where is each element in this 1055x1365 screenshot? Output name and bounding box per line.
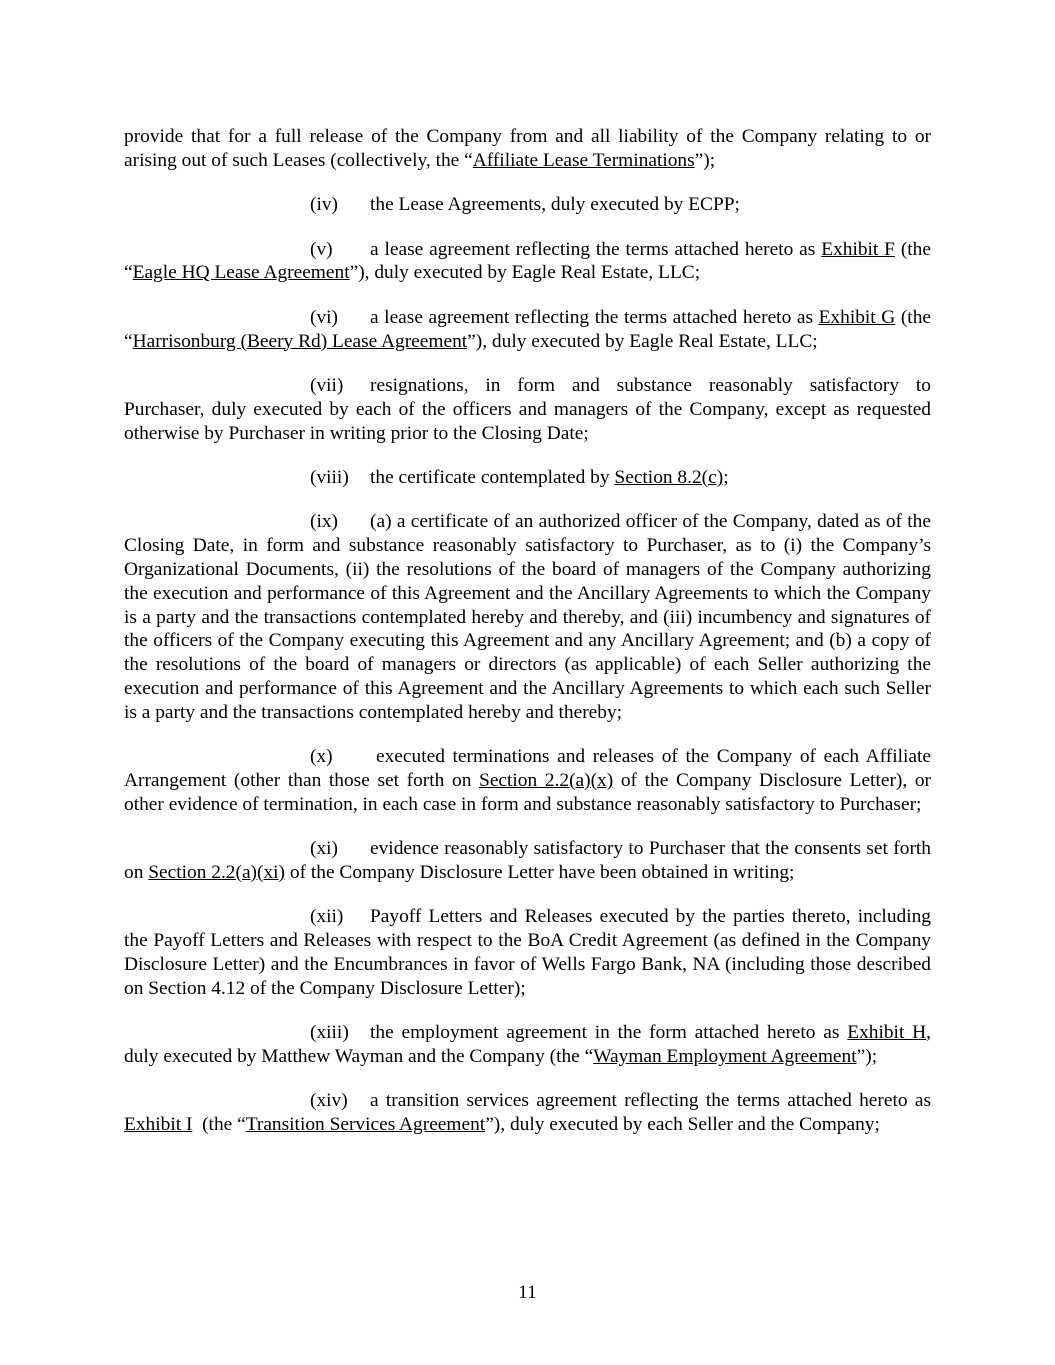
item-text: of the Company Disclosure Letter), or other evidence of termination, in each case in form and substance reasonably satisfactory to Purchaser; xyxy=(124,769,931,815)
paragraph-item-xii xyxy=(124,905,931,1000)
item-text: ”), duly executed by Eagle Real Estate, LLC; xyxy=(349,262,701,284)
exhibit-h-reference: Exhibit H xyxy=(847,1022,927,1044)
item-text: resignations, in form and substance reasonably satisfactory to Purchaser, duly executed by each of the officers and managers of the Company, except as requested otherwise by Purchaser in writing prior to the Closing Date; xyxy=(124,374,931,444)
item-text: executed terminations and releases of the Company of each Affiliate Arrangement (other than those set forth on xyxy=(124,746,931,791)
section-2-2-a-xi-reference: Section 2.2(a)(xi) xyxy=(148,861,286,883)
paragraph-item-x xyxy=(124,745,931,816)
paragraph-item-vii xyxy=(124,374,931,445)
item-number: (iv) xyxy=(310,194,338,216)
item-number: (viii) xyxy=(310,466,349,488)
paragraph-item-xiii xyxy=(124,1021,931,1069)
page-number: 11 xyxy=(518,1282,537,1303)
paragraph-item-iv xyxy=(124,193,931,217)
item-text: the Lease Agreements, duly executed by ECPP; xyxy=(370,194,740,216)
item-number: (xi) xyxy=(310,838,338,860)
item-number: (vii) xyxy=(310,374,344,396)
item-number: (vi) xyxy=(310,306,338,328)
item-text: Payoff Letters and Releases executed by the parties thereto, including the Payoff Letters and Releases with respect to the BoA Credit Agreement (as defined in the Company Disclosure Letter) and the Encumbrances in favor of Wells Fargo Bank, NA (including those described on Section 4.12 of the Company Disclosure Letter); xyxy=(124,906,931,999)
item-text: ”); xyxy=(856,1045,878,1067)
paragraph-item-xi xyxy=(124,837,931,885)
item-number: (xiii) xyxy=(310,1022,349,1044)
intro-text-end: ”); xyxy=(694,149,716,171)
item-text: ”), duly executed by Eagle Real Estate, LLC; xyxy=(467,330,818,352)
item-text: (the “ xyxy=(192,1114,246,1136)
section-2-2-a-x-reference: Section 2.2(a)(x) xyxy=(479,769,614,791)
item-number: (v) xyxy=(310,238,333,260)
defined-term-wayman-employment-agreement: Wayman Employment Agreement xyxy=(593,1045,857,1067)
item-text: a lease agreement reflecting the terms attached hereto as xyxy=(370,306,819,328)
defined-term-eagle-hq-lease-agreement: Eagle HQ Lease Agreement xyxy=(132,262,350,284)
defined-term-affiliate-lease-terminations: Affiliate Lease Terminations xyxy=(472,149,695,171)
item-text: (the “ xyxy=(124,238,931,284)
item-text: the employment agreement in the form attached hereto as xyxy=(370,1022,848,1044)
item-text: ”), duly executed by each Seller and the Company; xyxy=(485,1114,880,1136)
item-text: the certificate contemplated by xyxy=(370,466,615,488)
item-text: of the Company Disclosure Letter have been obtained in writing; xyxy=(285,861,795,883)
item-number: (ix) xyxy=(310,511,338,533)
item-text: (the “ xyxy=(124,306,931,352)
paragraph-intro xyxy=(124,125,931,173)
item-number: (x) xyxy=(310,746,333,768)
item-text: ; xyxy=(723,466,729,488)
item-text: evidence reasonably satisfactory to Purchaser that the consents set forth on xyxy=(124,838,931,883)
item-number: (xii) xyxy=(310,906,344,928)
item-number: (xiv) xyxy=(310,1090,348,1112)
defined-term-transition-services-agreement: Transition Services Agreement xyxy=(245,1114,486,1136)
paragraph-item-ix xyxy=(124,510,931,724)
item-text: , duly executed by Matthew Wayman and the Company (the “ xyxy=(124,1022,931,1067)
paragraph-item-xiv xyxy=(124,1089,931,1137)
item-text: a transition services agreement reflecting the terms attached hereto as xyxy=(370,1090,931,1112)
intro-text: provide that for a full release of the Company from and all liability of the Company relating to or arising out of such Leases (collectively, the “ xyxy=(124,126,931,171)
exhibit-i-reference: Exhibit I xyxy=(124,1114,193,1136)
item-text: a lease agreement reflecting the terms attached hereto as xyxy=(370,238,822,260)
paragraph-item-viii xyxy=(124,466,931,490)
exhibit-g-reference: Exhibit G xyxy=(818,306,896,328)
defined-term-harrisonburg-lease-agreement: Harrisonburg (Beery Rd) Lease Agreement xyxy=(132,330,468,352)
paragraph-item-vi xyxy=(124,306,931,354)
section-8-2-c-reference: Section 8.2(c) xyxy=(614,466,724,488)
exhibit-f-reference: Exhibit F xyxy=(821,238,895,260)
item-text: (a) a certificate of an authorized officer of the Company, dated as of the Closing Date, in form and substance reasonably satisfactory to Purchaser, as to (i) the Company’s Organizational Documents, (ii) the resolutions of the board of managers of the Company authorizing the execution and performance of this Agreement and the Ancillary Agreements to which the Company is a party and the transactions contemplated hereby and thereby, and (iii) incumbency and signatures of the officers of the Company executing this Agreement and any Ancillary Agreement; and (b) a copy of the resolutions of the board of managers or directors (as applicable) of each Seller authorizing the execution and performance of this Agreement and the Ancillary Agreements to which each such Seller is a party and the transactions contemplated hereby and thereby; xyxy=(124,511,931,723)
document-body xyxy=(124,125,931,1157)
paragraph-item-v xyxy=(124,238,931,286)
